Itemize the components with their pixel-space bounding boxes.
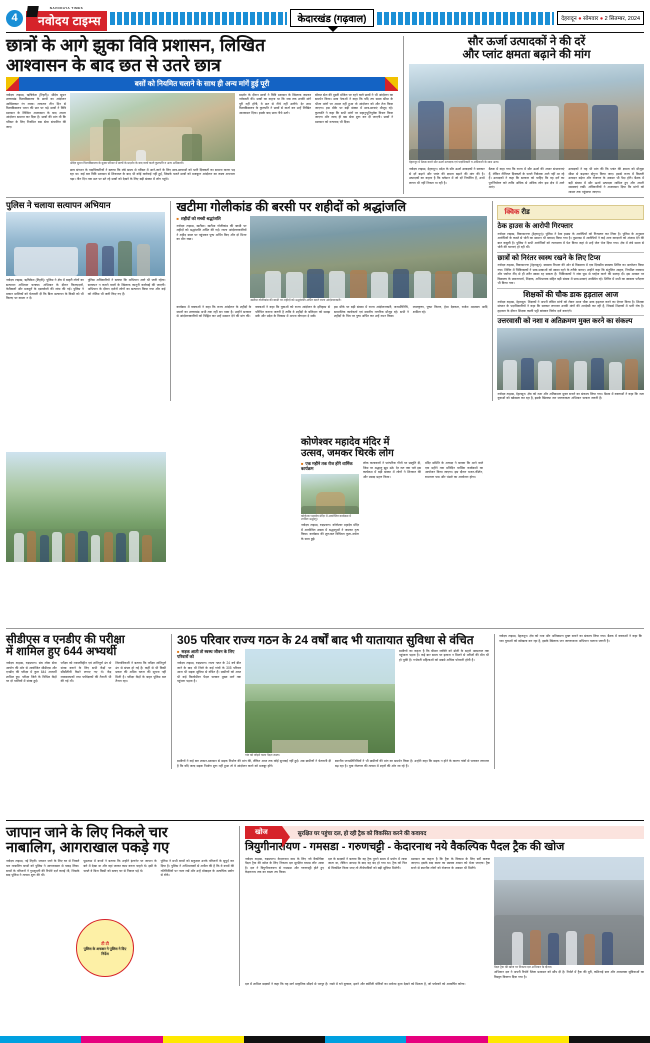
police-columns — [6, 278, 165, 301]
lead-col-1 — [6, 93, 66, 182]
khatima-photo-wrap — [250, 216, 487, 303]
japan-col-3 — [161, 859, 234, 877]
dateline-sep-2: ● — [599, 16, 604, 22]
japan-headline-line2: नाबालिग, आगराखाल पकड़े गए — [6, 840, 170, 857]
dateline-sep-1: ● — [578, 16, 582, 22]
village-bullet: ■ सड़क आती तो स्वस्थ जीवन के लिए परिवारों को — [177, 649, 241, 660]
quick-read-item-0-headline: ठेक हाउस के आरोपी गिरफ्तार — [497, 223, 573, 231]
khoj-col-1 — [245, 857, 324, 980]
promo-stamp-text: पुलिस के अफसर ने पुलिस ने दिए निर्देश — [83, 946, 127, 956]
khatima-story — [170, 201, 487, 401]
khatima-col-2-text: कार्यक्रम में वक्ताओं ने कहा कि राज्य आंदोलन के शहीदों के सपनों का उत्तराखंड अभी तक नहीं बन पाया है। उन्होंने सरकार से आंदोलनकारियों को चिह्नित कर उन्हें सम्मान देने की मांग की। — [176, 305, 252, 319]
solar-col-2 — [489, 167, 565, 194]
lead-story — [6, 36, 398, 194]
khatima-top-row — [176, 216, 487, 303]
quick-read-item-1-headline: छात्रों को निरंतर स्वस्थ रखने के लिए टिप्स — [497, 254, 601, 262]
lead-col-3 — [239, 93, 311, 182]
solar-col-3-text: उत्पादकों ने यह भी मांग की कि प्लांट की क्षमता को मौजूदा सीमा से बढ़ाकर दोगुना किया जाए। इससे राज्य में बिजली उत्पादन बढ़ेगा और रोजगार के अवसर भी पैदा होंगे। बैठक में बड़ी संख्या में सौर ऊर्जा उत्पादक शामिल हुए और अपनी समस्याएं रखीं। अधिकारियों ने आश्वासन दिया कि मांगों को शासन तक पहुंचाया जाएगा। — [568, 167, 645, 194]
cmyk-cyan-2 — [325, 1036, 406, 1043]
khoj-col-5-text: अभियान दल ने अपनी रिपोर्ट जिला प्रशासन को सौंप दी है। रिपोर्ट में ट्रैक की दूरी, कठिनाई स्तर और आवश्यक सुविधाओं का विस्तृत विवरण दिया गया है। — [494, 970, 644, 979]
lead-columns — [6, 93, 398, 182]
police-secondary-caption — [6, 562, 166, 567]
cds-headline-line2: में शामिल हुए 644 अभ्यर्थी — [6, 646, 117, 659]
lead-col-4-text: बॉयज सेल की दूसरी मंजिल पर रहने वाले छात्रों ने भी आंदोलन का समर्थन किया। छात्र नेताओं ने कहा कि यदि तय समय सीमा के भीतर मांगों पर अमल नहीं हुआ तो आंदोलन को और तेज किया जाएगा। इस मौके पर बड़ी संख्या में छात्र-छात्राएं मौजूद रहे। कुलपति ने कहा कि सभी मांगों पर सहानुभूतिपूर्वक विचार किया जाएगा और जल्द ही बस सेवा शुरू कर दी जाएगी। छात्रों ने प्रशासन को धन्यवाद भी दिया। — [315, 92, 394, 125]
koneshwar-col-2-text: लोक कलाकारों ने पारंपरिक गीतों पर प्रस्तुति दी, जिस पर श्रद्धालु झूम उठे। देर रात तक चले इस कार्यक्रम में बड़ी संख्या में लोगों ने शिरकत की और प्रसाद ग्रहण किया। — [363, 461, 421, 479]
khoj-photo — [494, 857, 644, 965]
cds-col-3 — [115, 661, 166, 684]
khatima-columns — [176, 305, 487, 319]
lead-subbar: बसों को नियमित चलाने के साथ ही अन्य मांगें हुई पूरी — [6, 77, 398, 91]
village-col-1-text: नवोदय टाइम्स, रुद्रप्रयाग। राज्य गठन के 24 वर्ष बीत जाने के बाद भी जिले के कई गांवों के 305 परिवार आज भी सड़क सुविधा से वंचित हैं। ग्रामीणों को आज भी कई किलोमीटर पैदल चलकर मुख्य मार्ग तक पहुंचना पड़ता है। — [177, 661, 241, 684]
dateline-day: सोमवार — [583, 16, 599, 22]
village-photo — [245, 649, 395, 753]
khoj-col-4-text: दल में शामिल सदस्यों ने कहा कि यह मार्ग प्राकृतिक सौंदर्य से भरपूर है। रास्ते में घने बुग्याल, झरने और बर्फीली चोटियों का मनोरम दृश्य देखने को मिलता है, जो पर्यटकों को आकर्षित करेगा। — [245, 981, 466, 986]
lead-headline-line2: आश्वासन के बाद छत से उतरे छात्र — [6, 55, 221, 76]
khatima-col-4 — [334, 305, 409, 319]
khatima-col-3 — [255, 305, 330, 319]
koneshwar-col-3 — [425, 461, 483, 541]
village-col-3 — [177, 759, 331, 768]
quick-read-rule-1 — [497, 288, 644, 289]
cmyk-black-2 — [569, 1036, 650, 1043]
lower-right-rail — [494, 634, 642, 769]
masthead — [6, 0, 644, 30]
quick-read-item-3-photo — [497, 328, 644, 390]
lead-col-photo — [70, 93, 235, 182]
quick-read-tab-secondary: रीड — [521, 209, 530, 217]
police-col-1 — [6, 278, 84, 301]
police-story — [6, 201, 165, 401]
quick-read-item-3-text: नवोदय टाइम्स, देहरादून। क्षेत्र को नशा और अतिक्रमण मुक्त बनाने का संकल्प लिया गया। बैठक में वक्ताओं ने कहा कि नशा युवाओं को खोखला कर रहा है, इसके खिलाफ जन जागरूकता अभियान चलाना जरूरी है। — [497, 391, 644, 401]
japan-headline-line1: जापान जाने के लिए निकले चार — [6, 825, 168, 841]
police-col-2 — [88, 278, 166, 301]
japan-story — [6, 826, 234, 986]
lead-col-1-text: नवोदय टाइम्स, ऋषिकेश (टिहरी)। श्रीदेव सुमन उत्तराखंड विश्वविद्यालय के छात्रों का आंदोलन आखिरकार रंग लाया। लगातार तीन दिन से विश्वविद्यालय भवन की छत पर चढ़े छात्रों ने विवि प्रशासन के लिखित आश्वासन के बाद अपना आंदोलन समाप्त कर दिया है। छात्रों की मांग थी कि परिसर के लिए नियमित बस सेवा संचालित की जाए। — [6, 92, 66, 129]
koneshwar-col-1-text: नवोदय टाइम्स, रुद्रप्रयाग। कोणेश्वर महादेव मंदिर में आयोजित उत्सव में श्रद्धालुओं ने जमकर नृत्य किया। कार्यक्रम की शुरुआत विधिवत पूजा-अर्चना के साथ हुई। — [301, 523, 359, 541]
khatima-col-5-text: लालकृष्ण, पुष्पा किरण, हेमा देवकल, राजेश अग्रवाल आदि शामिल रहे। — [412, 305, 488, 314]
khoj-photo-wrap — [494, 857, 644, 980]
bottom-block — [6, 826, 644, 986]
cds-col-1-text: नवोदय टाइम्स, रुद्रप्रयाग। संघ लोक सेवा आयोग की ओर से आयोजित सीडीएस और एनडीए की परीक्षा में कुल 644 अभ्यर्थी शामिल हुए। परीक्षा जिले के विभिन्न केंद्रों पर दो पालियों में संपन्न हुई। — [6, 661, 57, 684]
cds-headline-line1: सीडीएस व एनडीए की परीक्षा — [6, 634, 125, 646]
police-col-1-text: नवोदय टाइम्स, ऋषिकेश (टिहरी)। पुलिस ने क्षेत्र में बाहरी लोगों का सत्यापन अभियान चलाया। अभियान के दौरान किराएदारों, फेरीवालों और मजदूरों के दस्तावेजों की जांच की गई। पुलिस ने मकान मालिकों को चेतावनी दी कि बिना सत्यापन के किसी को भी किराए पर कमरा न दें। — [6, 278, 84, 301]
publication-logo[interactable] — [26, 6, 107, 31]
promo-stamp-title: टी टी — [101, 940, 109, 946]
khoj-col-1-text: नवोदय टाइम्स, रुद्रप्रयाग। केदारनाथ धाम के लिए नये वैकल्पिक पैदल ट्रैक की खोज के लिए निकला दल सुरक्षित वापस लौट आया है। दल ने त्रियुगीनारायण से गमसडा और गरुणचट्टी होते हुए केदारनाथ तक का रास्ता तय किया। — [245, 856, 324, 875]
khatima-headline: खटीमा गोलीकांड की बरसी पर शहीदों को श्रद्धांजलि — [176, 200, 406, 215]
village-columns — [177, 759, 489, 768]
koneshwar-headline-line2: उत्सव, जमकर थिरके लोग — [301, 447, 394, 459]
khoj-columns — [245, 857, 644, 980]
lead-headline-line1: छात्रों के आगे झुका विवि प्रशासन, लिखित — [6, 35, 266, 55]
khoj-photo-caption: पैदल ट्रैक की खोज पर निकला दल अभियान के दौरान। — [494, 964, 553, 969]
lead-col-4 — [315, 93, 393, 182]
middle-block — [6, 201, 644, 401]
solar-col-2-text: बैठक में कहा गया कि राज्य में सौर ऊर्जा की अपार संभावनाएं हैं, लेकिन नीतिगत दिक्कतों के चलते निवेशक आगे नहीं आ रहे हैं। उत्पादकों ने कहा कि सरकार को चाहिए कि वह दरों का पुनर्निर्धारण करे ताकि अधिक से अधिक लोग इस क्षेत्र में आगे आएं। — [488, 167, 565, 190]
khoj-badge[interactable]: खोज — [245, 826, 282, 839]
quick-read-rule-2 — [497, 315, 644, 316]
police-secondary-photo-block — [6, 452, 166, 567]
village-col-3-text: ग्रामीणों ने कई बार शासन-प्रशासन से सड़क निर्माण की मांग की, लेकिन आज तक कोई सुनवाई नहीं हुई। अब ग्रामीणों ने चेतावनी दी है कि यदि जल्द सड़क निर्माण शुरू नहीं हुआ तो वे आंदोलन करने को मजबूर होंगे। — [177, 759, 331, 769]
khoj-story — [239, 826, 644, 986]
koneshwar-bullet: ■ एक महीने तक रोज होंगे धार्मिक कार्यक्रम — [301, 461, 359, 472]
cds-col-3-text: जिलाधिकारी ने बताया कि परीक्षा शांतिपूर्ण ढंग से संपन्न हो गई है। कहीं से भी किसी प्रकार की अप्रिय घटना की सूचना नहीं मिली है। परीक्षा केंद्रों के बाहर पुलिस बल तैनात रहा। — [115, 661, 167, 684]
police-photo — [6, 212, 165, 276]
quick-read-rail — [492, 201, 644, 401]
lead-photo — [70, 93, 235, 161]
cds-col-1 — [6, 661, 57, 684]
japan-col-3-text: पुलिस ने सभी बच्चों को सकुशल उनके परिजनों के सुपुर्द कर दिया है। पुलिस ने अभिभावकों से अपील की है कि वे बच्चों की गतिविधियों पर नजर रखें और उन्हें मोबाइल के अत्यधिक प्रयोग से रोकें। — [160, 859, 234, 878]
cmyk-magenta — [81, 1036, 162, 1043]
quick-read-item-2-headline: शिक्षकों की चौक डाक हड़ताल आज — [523, 289, 619, 299]
village-col-4-text: स्थानीय जनप्रतिनिधियों ने भी ग्रामीणों की मांग का समर्थन किया है। उन्होंने कहा कि सड़क न होने के कारण गांवों से पलायन लगातार बढ़ रहा है। युवा रोजगार की तलाश में शहरों की ओर जा रहे हैं। — [335, 759, 489, 769]
solar-col-3 — [568, 167, 644, 194]
koneshwar-headline-line1: कोणेश्वर महादेव मंदिर में — [301, 437, 390, 448]
lead-col-3-text: प्रदर्शन के दौरान छात्रों ने विवि प्रशासन के खिलाफ जमकर नारेबाजी की। छात्रों का कहना था कि जब तक उनकी मांगें पूरी नहीं होंगी, वे छत से नीचे नहीं उतरेंगे। देर शाम विश्वविद्यालय के कुलपति ने छात्रों से वार्ता कर उन्हें लिखित आश्वासन दिया। इसके बाद छात्र नीचे उतरे। — [239, 92, 311, 115]
logo-small-text: NAVODAYA TIMES — [49, 5, 84, 10]
village-col-left — [177, 649, 241, 758]
koneshwar-col-3-text: मंदिर समिति के अध्यक्ष ने बताया कि आने वाले एक महीने तक प्रतिदिन धार्मिक कार्यक्रमों का आयोजन किया जाएगा। इस दौरान भजन-कीर्तन, रामायण पाठ और भंडारे का आयोजन होगा। — [425, 461, 483, 479]
quick-read-item-3-headline: उत्तरवासी को नशा व अतिक्रमण मुक्त करने का संकल्प — [497, 318, 633, 326]
quick-read-tab-primary: क्विक — [504, 209, 520, 217]
koneshwar-story — [301, 438, 483, 541]
solar-photo — [409, 64, 644, 160]
masthead-bottom-rule — [6, 32, 644, 33]
koneshwar-body — [301, 461, 483, 541]
solar-col-1 — [409, 167, 485, 194]
masthead-rule-right — [377, 12, 554, 25]
solar-col-1-text: नवोदय टाइम्स, देहरादून। प्रदेश के सौर ऊर्जा उत्पादकों ने सरकार से दरें बढ़ाने और प्लांट की क्षमता बढ़ाने की मांग की है। उत्पादकों का कहना है कि वर्तमान में जो दरें निर्धारित हैं, उनमें लागत भी नहीं निकल पा रही है। — [409, 167, 485, 185]
lead-photo-caption: श्रीदेव सुमन विश्वविद्यालय के मुख्य परिसर में छात्रों के प्रदर्शन के बाद वार्ता करते कुलपति व अन्य अधिकारी। — [70, 160, 184, 165]
masthead-rule-left — [110, 12, 287, 25]
solar-columns — [409, 167, 644, 194]
khatima-col-1-text: नवोदय टाइम्स, खटीमा। खटीमा गोलीकांड की बरसी पर शहीदों को श्रद्धांजलि अर्पित की गई। राज्य आंदोलनकारियों ने शहीद स्थल पर पहुंचकर पुष्प अर्पित किए और दो मिनट का मौन रखा। — [176, 223, 247, 242]
police-secondary-photo — [6, 452, 166, 562]
cds-story — [6, 634, 166, 769]
quick-read-tab[interactable] — [497, 205, 644, 220]
khatima-bullet: ■ शहीदों को सच्ची श्रद्धांजलि — [176, 216, 246, 221]
dateline-date: 2 सितम्बर, 2024 — [604, 16, 641, 22]
lower-rail-text: नवोदय टाइम्स, देहरादून। क्षेत्र को नशा और अतिक्रमण मुक्त बनाने का संकल्प लिया गया। बैठक में वक्ताओं ने कहा कि नशा युवाओं को खोखला कर रहा है, इसके खिलाफ जन जागरूकता अभियान चलाना जरूरी है। — [499, 634, 642, 643]
khatima-col-4-text: इस मौके पर बड़ी संख्या में राज्य आंदोलनकारी, जनप्रतिनिधि, सामाजिक कार्यकर्ता एवं स्थानीय नागरिक मौजूद रहे। सभी ने शहीदों के चित्र पर पुष्प अर्पित कर उन्हें नमन किया। — [333, 305, 409, 319]
quick-read-item-0-text: नवोदय टाइम्स, विकासनगर (देहरादून)। पुलिस ने ठेक हाउस के आरोपियों को गिरफ्तार कर लिया है। पुलिस के अनुसार आरोपियों के कब्जे से चोरी का सामान भी बरामद किया गया है। पूछताछ में आरोपियों ने कई अन्य वारदातों को अंजाम देने की बात कबूली है। पुलिस ने सभी आरोपियों को न्यायालय में पेश किया जहां से उन्हें जेल भेज दिया गया। क्षेत्र में लंबे समय से चोरी की घटनाएं हो रही थीं। — [497, 231, 644, 250]
khoj-header — [245, 826, 644, 839]
solar-story — [403, 36, 644, 194]
solar-photo-caption: देहरादून में बैठक करते सौर ऊर्जा उत्पादक एवं पदाधिकारी व अधिकारी के साथ अन्य। — [409, 160, 500, 165]
khoj-col-3 — [411, 857, 490, 980]
japan-col-1 — [6, 859, 79, 877]
promo-stamp[interactable] — [76, 919, 134, 977]
cmyk-cyan — [0, 1036, 81, 1043]
cmyk-black — [244, 1036, 325, 1043]
khatima-photo — [250, 216, 487, 298]
cmyk-yellow-2 — [488, 1036, 569, 1043]
village-col-2 — [399, 649, 489, 758]
village-photo-caption: गांव को जोड़ने वाला पैदल रास्ता। — [245, 752, 281, 757]
dateline — [557, 11, 644, 25]
page-number-badge: 4 — [6, 10, 23, 27]
lead-col-2-text: छात्र संगठन के पदाधिकारियों ने बताया कि लंबे समय से परिसर में आने-जाने के लिए छात्र-छात्राओं को भारी दिक्कतों का सामना करना पड़ रहा था। कई बार विवि प्रशासन से शिकायत के बाद भी कोई कार्रवाई नहीं हुई, जिसके चलते छात्रों को मजबूरन आंदोलन का रास्ता अपनाना पड़ा। तीन दिन तक छत पर डटे रहे छात्रों को देखने के लिए बड़ी संख्या में लोग पहुंचे। — [70, 167, 235, 181]
koneshwar-col-1 — [301, 461, 359, 541]
quick-read-item-2-text: नवोदय टाइम्स, देहरादून। शिक्षकों ने अपनी लंबित मांगों को लेकर आज चौक डाक हड़ताल करने का ऐलान किया है। शिक्षक संगठन के पदाधिकारियों ने कहा कि सरकार लगातार उनकी मांगों की अनदेखी कर रही है, जिससे शिक्षकों में भारी रोष है। हड़ताल के दौरान शिक्षक काली पट्टी बांधकर विरोध दर्ज कराएंगे। — [497, 299, 644, 313]
top-block-rule — [6, 197, 644, 198]
khatima-col-3-text: वक्ताओं ने कहा कि युवाओं को राज्य आंदोलन के इतिहास से परिचित कराना जरूरी है ताकि वे शहीदों के बलिदान को समझ सकें और प्रदेश के विकास में अपना योगदान दे सकें। — [255, 305, 330, 319]
cds-col-2 — [61, 661, 112, 684]
quick-read-item-1[interactable] — [497, 255, 644, 286]
edition-tab[interactable] — [290, 9, 375, 27]
khatima-col-left — [176, 216, 246, 303]
quick-read-item-1-text: नवोदय टाइम्स, विकासनगर (देहरादून)। स्वास्थ्य विभाग की ओर से विद्यालय में एक दिवसीय स्वास्थ्य शिविर का आयोजन किया गया। शिविर में चिकित्सकों ने छात्र-छात्राओं को स्वस्थ रहने के तरीके बताए। उन्होंने कहा कि संतुलित आहार, नियमित व्यायाम और पर्याप्त नींद से ही शरीर स्वस्थ रह सकता है। चिकित्सकों ने जंक फूड से परहेज करने की सलाह दी। इस अवसर पर विद्यालय के प्रधानाचार्य, शिक्षक, अभिभावक सहित बड़ी संख्या में छात्र-छात्राएं उपस्थित रहे। शिविर में सभी का स्वास्थ्य परीक्षण भी किया गया। — [497, 263, 644, 286]
quick-read-rule-0 — [497, 252, 644, 253]
dateline-place: देहरादून — [561, 16, 577, 22]
cds-columns — [6, 661, 166, 684]
khoj-col-2-text: दल के सदस्यों ने बताया कि यह ट्रैक पुराने समय में प्रयोग में लाया जाता था, लेकिन आपदा के बाद यह बंद हो गया था। ट्रैक को फिर से विकसित किया जाए तो तीर्थयात्रियों को बड़ी सुविधा मिलेगी। — [328, 856, 407, 870]
solar-headline-line1: सौर ऊर्जा उत्पादकों ने की दरें — [467, 36, 586, 48]
khatima-col-2 — [176, 305, 251, 319]
village-photo-wrap — [245, 649, 395, 758]
village-headline: 305 परिवार राज्य गठन के 24 वर्षों बाद भी यातायात सुविधा से वंचित — [177, 633, 474, 647]
khoj-col-2 — [328, 857, 407, 980]
cmyk-registration-strip — [0, 1036, 650, 1043]
police-headline: पुलिस ने चलाया सत्यापन अभियान — [6, 200, 111, 211]
solar-headline-line2: और प्लांट क्षमता बढ़ाने की मांग — [462, 49, 591, 62]
middle-block-rule — [6, 628, 644, 629]
village-col-4 — [335, 759, 489, 768]
quick-read-item-2[interactable] — [497, 291, 644, 314]
logo-name: नवोदय टाइम्स — [26, 11, 107, 31]
village-col-2-text: ग्रामीणों का कहना है कि बीमार व्यक्ति को डोली के सहारे अस्पताल तक पहुंचाना पड़ता है। कई बार समय पर इलाज न मिलने से मरीजों की मौत भी हो चुकी है। गर्भवती महिलाओं को सबसे अधिक परेशानी होती है। — [399, 648, 489, 662]
japan-col-2 — [83, 859, 156, 877]
village-top-row — [177, 649, 489, 758]
japan-col-2-text: पूछताछ में बच्चों ने बताया कि उन्होंने इंटरनेट पर जापान के बारे में देखा था और वहां जाकर काम करना चाहते थे। इसी के चलते वे बिना किसी को बताए घर से निकल पड़े थे। — [83, 859, 157, 873]
khoj-badge-subtitle: सुरक्षित घर पहुंचा दल, हो रही ट्रैक को विकसित करने की कवायद — [282, 826, 644, 839]
edition-tab-label: केदारखंड (गढ़वाल) — [290, 9, 375, 27]
cmyk-yellow — [163, 1036, 244, 1043]
village-story — [171, 634, 489, 769]
cmyk-magenta-2 — [406, 1036, 487, 1043]
quick-read-item-3[interactable] — [497, 318, 644, 400]
koneshwar-col-2 — [363, 461, 421, 541]
japan-columns — [6, 859, 234, 956]
khoj-col-3-text: प्रशासन का कहना है कि ट्रैक के विकास के लिए सर्वे कराया जाएगा। इसके बाद बजट का प्रस्ताव शासन को भेजा जाएगा। ट्रैक बनने से स्थानीय लोगों को रोजगार के अवसर भी मिलेंगे। — [411, 856, 490, 870]
koneshwar-photo-caption: कोणेश्वर महादेव मंदिर में आयोजित कार्यक्रम में शामिल श्रद्धालु। — [301, 513, 352, 522]
khatima-photo-caption: खटीमा गोलीकांड की बरसी पर शहीदों को श्रद्धांजलि अर्पित करते राज्य आंदोलनकारी। — [250, 298, 342, 303]
cds-col-2-text: परीक्षा को नकलविहीन एवं शांतिपूर्ण ढंग से संपन्न कराने के लिए सभी केंद्रों पर सीसीटीवी कैमरे लगाए गए थे। केंद्र व्यवस्थापकों तथा पर्यवेक्षकों की तैनाती भी की गई थी। — [60, 661, 112, 684]
lower-block — [6, 634, 644, 769]
japan-col-1-text: नवोदय टाइम्स, नई टिहरी। जापान जाने के लिए घर से निकले चार नाबालिग बच्चों को पुलिस ने आगराखाल से पकड़ लिया। बच्चों के परिजनों ने गुमशुदगी की रिपोर्ट दर्ज कराई थी, जिसके बाद पुलिस ने तलाश शुरू की थी। — [6, 859, 80, 878]
top-block — [6, 36, 644, 194]
koneshwar-photo — [301, 474, 359, 514]
khatima-col-5 — [413, 305, 488, 319]
lower-block-rule — [6, 820, 644, 821]
khoj-headline: त्रियुगीनारायण - गमसडा - गरुणचट्टी - केदारनाथ नये वैकल्पिक पैदल ट्रैक की खोज — [245, 841, 565, 853]
police-col-2-text: पुलिस अधिकारियों ने बताया कि अभियान आगे भी जारी रहेगा। सत्यापन न कराने वालों के खिलाफ कानूनी कार्रवाई की जाएगी। अभियान के दौरान दर्जनों लोगों का सत्यापन किया गया और कई को नोटिस भी जारी किए गए हैं। — [87, 278, 166, 296]
quick-read-item-0[interactable] — [497, 223, 644, 250]
